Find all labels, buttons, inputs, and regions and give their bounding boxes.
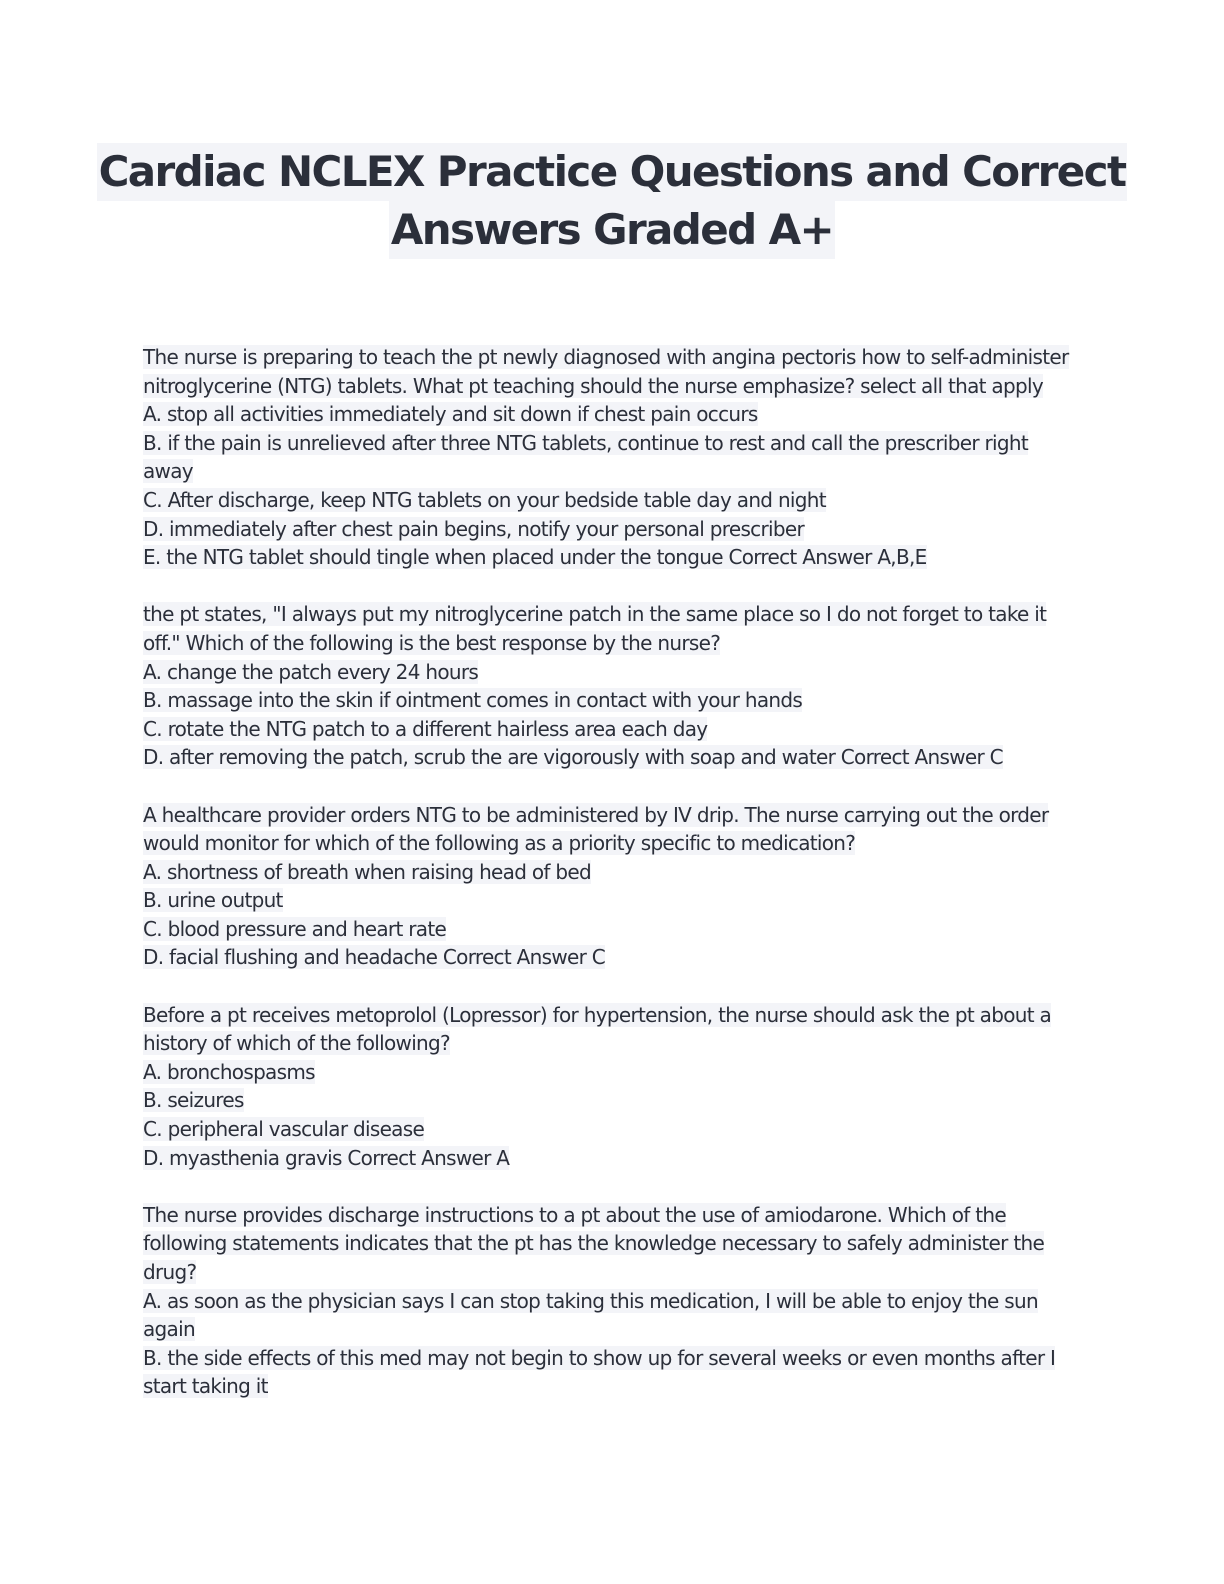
title-line: Answers Graded A+ (389, 201, 835, 259)
answer-option: A. as soon as the physician says I can stop taking this medication, I will be able to enjoy the sun (143, 1288, 1038, 1313)
question-text: the pt states, "I always put my nitroglycerine patch in the same place so I do not forget to take it (143, 602, 1047, 627)
answer-option: again (143, 1317, 195, 1342)
question-text: would monitor for which of the following as a priority specific to medication? (143, 831, 856, 856)
questions-body (143, 343, 1088, 1401)
question-text: The nurse is preparing to teach the pt newly diagnosed with angina pectoris how to self-administer (143, 345, 1069, 369)
answer-option: E. the NTG tablet should tingle when placed under the tongue Correct Answer A,B,E (143, 545, 927, 570)
answer-option: A. bronchospasms (143, 1059, 315, 1084)
question-2 (143, 600, 1088, 772)
answer-option: C. After discharge, keep NTG tablets on your bedside table day and night (143, 487, 826, 512)
page-title (0, 143, 1224, 259)
answer-option: C. blood pressure and heart rate (143, 916, 447, 941)
answer-option: A. change the patch every 24 hours (143, 659, 479, 684)
answer-option: B. if the pain is unrelieved after three NTG tablets, continue to rest and call the prescriber right (143, 430, 1029, 455)
question-text: history of which of the following? (143, 1031, 450, 1056)
spacer (143, 772, 1088, 801)
answer-option: A. stop all activities immediately and sit down if chest pain occurs (143, 402, 758, 427)
answer-option: away (143, 459, 193, 484)
answer-option: D. facial flushing and headache Correct Answer C (143, 945, 606, 970)
question-text: Before a pt receives metoprolol (Lopressor) for hypertension, the nurse should ask the pt about a (143, 1002, 1052, 1027)
question-text: drug? (143, 1260, 197, 1284)
answer-option: C. rotate the NTG patch to a different hairless area each day (143, 716, 708, 741)
spacer (143, 572, 1088, 601)
answer-option: start taking it (143, 1374, 268, 1399)
question-text: following statements indicates that the pt has the knowledge necessary to safely administer the (143, 1231, 1045, 1256)
question-3 (143, 801, 1088, 973)
question-4 (143, 1001, 1088, 1173)
answer-option: C. peripheral vascular disease (143, 1117, 425, 1142)
question-5 (143, 1201, 1088, 1401)
question-text: A healthcare provider orders NTG to be administered by IV drip. The nurse carrying out the order (143, 802, 1049, 827)
answer-option: B. urine output (143, 888, 283, 913)
title-line: Cardiac NCLEX Practice Questions and Correct (97, 143, 1128, 201)
answer-option: D. myasthenia gravis Correct Answer A (143, 1145, 510, 1170)
spacer (143, 1172, 1088, 1201)
answer-option: D. immediately after chest pain begins, notify your personal prescriber (143, 516, 804, 541)
answer-option: B. seizures (143, 1088, 244, 1113)
spacer (143, 972, 1088, 1001)
question-text: off." Which of the following is the best response by the nurse? (143, 630, 721, 655)
answer-option: B. massage into the skin if ointment comes in contact with your hands (143, 688, 803, 713)
answer-option: A. shortness of breath when raising head of bed (143, 859, 591, 884)
answer-option: D. after removing the patch, scrub the are vigorously with soap and water Correct Answer C (143, 745, 1003, 770)
question-1 (143, 343, 1088, 572)
answer-option: B. the side effects of this med may not begin to show up for several weeks or even months after I (143, 1345, 1056, 1370)
question-text: nitroglycerine (NTG) tablets. What pt teaching should the nurse emphasize? select all that apply (143, 373, 1043, 398)
question-text: The nurse provides discharge instructions to a pt about the use of amiodarone. Which of the (143, 1202, 1006, 1227)
